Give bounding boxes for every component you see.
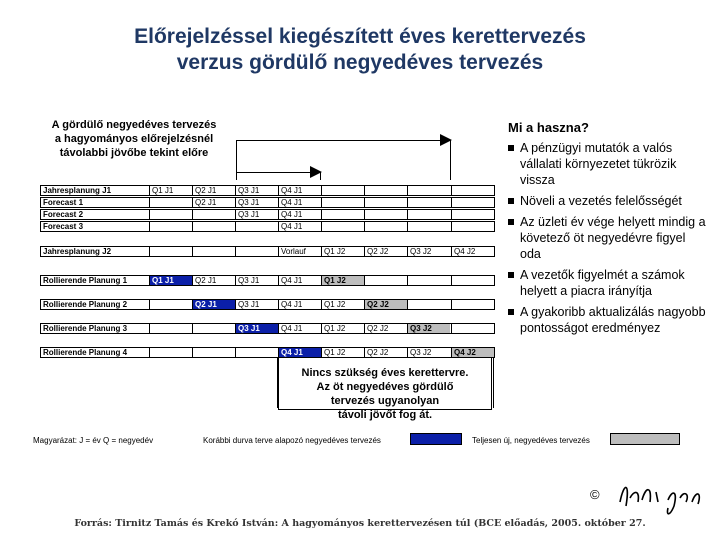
- benefit-item: [508, 214, 708, 262]
- plan-cell: Q3 J1: [235, 198, 278, 207]
- plan-cell: Q1 J2: [321, 348, 364, 357]
- plan-row-label: Forecast 3: [43, 222, 84, 231]
- plan-cell: Q4 J1: [278, 186, 321, 195]
- legend-gray-swatch: [610, 433, 680, 445]
- plan-row: [40, 246, 495, 257]
- plan-cell: Q1 J1: [149, 276, 192, 285]
- plan-row: [40, 323, 495, 334]
- plan-row-label: Jahresplanung J2: [43, 247, 112, 256]
- intro-text: [34, 118, 234, 160]
- plan-cell: Q4 J1: [278, 198, 321, 207]
- plan-row-label: Forecast 1: [43, 198, 84, 207]
- plan-cell: [192, 348, 235, 357]
- plan-cell: [321, 198, 364, 207]
- plan-cell: Q2 J2: [364, 300, 407, 309]
- intro-line: távolabbi jövőbe tekint előre: [59, 147, 209, 159]
- arrow-short: [236, 172, 320, 173]
- plan-row-label: Rollierende Planung 2: [43, 300, 128, 309]
- plan-row-label: Rollierende Planung 4: [43, 348, 128, 357]
- bullet-icon: [508, 272, 514, 278]
- plan-cell: [235, 348, 278, 357]
- bullet-icon: [508, 309, 514, 315]
- note-line: tervezés ugyanolyan: [330, 395, 440, 407]
- plan-cell: Q4 J1: [278, 210, 321, 219]
- source-citation: Forrás: Tirnitz Tamás és Krekó István: A hagyományos kerettervezésen túl (BCE előadás, 2005. október 27.: [74, 518, 646, 529]
- plan-cell: [149, 222, 192, 231]
- plan-cell: Q1 J1: [149, 186, 192, 195]
- plan-cell: [321, 222, 364, 231]
- plan-cell: Q2 J2: [364, 348, 407, 357]
- plan-cell: Q2 J1: [192, 300, 235, 309]
- benefit-item: [508, 140, 708, 188]
- plan-cell: [451, 276, 494, 285]
- plan-row: [40, 347, 495, 358]
- benefit-item: [508, 267, 708, 299]
- plan-cell: [364, 276, 407, 285]
- plan-cell: Q3 J1: [235, 324, 278, 333]
- plan-row: [40, 197, 495, 208]
- vline-mid: [320, 172, 321, 180]
- plan-cell: [192, 222, 235, 231]
- intro-line: a hagyományos előrejelzésnél: [54, 133, 214, 145]
- benefit-item: [508, 193, 708, 209]
- plan-row-label: Rollierende Planung 3: [43, 324, 128, 333]
- note-line: távoli jövőt fog át.: [337, 409, 433, 421]
- plan-cell: Q2 J1: [192, 276, 235, 285]
- plan-cell: [321, 210, 364, 219]
- plan-cell: Q1 J2: [321, 300, 364, 309]
- plan-cell: [321, 186, 364, 195]
- plan-cell: [451, 222, 494, 231]
- bullet-icon: [508, 145, 514, 151]
- plan-cell: Q2 J1: [192, 198, 235, 207]
- plan-row-label: Jahresplanung J1: [43, 186, 112, 195]
- note-box: [278, 358, 492, 421]
- benefit-text: A gyakoribb aktualizálás nagyobb pontosságot eredményez: [520, 305, 706, 335]
- plan-row-label: Rollierende Planung 1: [43, 276, 128, 285]
- benefits-list: [508, 140, 708, 341]
- plan-cell: [451, 210, 494, 219]
- plan-cell: Q2 J2: [364, 324, 407, 333]
- page-title-line-2: verzus gördülő negyedéves tervezés: [176, 51, 544, 74]
- legend-blue-label: Korábbi durva terve alapozó negyedéves tervezés: [203, 436, 381, 445]
- plan-cell: Q3 J1: [235, 210, 278, 219]
- plan-cell: [407, 186, 450, 195]
- plan-cell: Vorlauf: [278, 247, 321, 256]
- benefit-text: A pénzügyi mutatók a valós vállalati környezetet tükrözik vissza: [520, 141, 677, 187]
- plan-cell: [235, 247, 278, 256]
- plan-cell: [451, 324, 494, 333]
- vline-right: [450, 140, 451, 180]
- plan-cell: [192, 210, 235, 219]
- plan-cell: [407, 222, 450, 231]
- plan-cell: [235, 222, 278, 231]
- page-title-line-1: Előrejelzéssel kiegészített éves kerettervezés: [134, 25, 586, 48]
- plan-cell: Q4 J1: [278, 300, 321, 309]
- plan-cell: Q2 J2: [364, 247, 407, 256]
- plan-cell: [149, 324, 192, 333]
- plan-row: [40, 185, 495, 196]
- arrow-long: [236, 140, 450, 141]
- plan-cell: Q4 J2: [451, 247, 494, 256]
- legend-blue-swatch: [410, 433, 462, 445]
- plan-cell: [451, 300, 494, 309]
- legend-abbrev: Magyarázat: J = év Q = negyedév: [33, 436, 154, 445]
- bullet-icon: [508, 198, 514, 204]
- vline-left: [236, 140, 237, 180]
- plan-cell: [407, 210, 450, 219]
- plan-cell: Q3 J2: [407, 348, 450, 357]
- plan-cell: [192, 324, 235, 333]
- note-line: Az öt negyedéves gördülő: [316, 381, 454, 393]
- legend-gray-label: Teljesen új, negyedéves tervezés: [472, 436, 590, 445]
- plan-row: [40, 209, 495, 220]
- plan-cell: [451, 186, 494, 195]
- plan-cell: Q4 J1: [278, 348, 321, 357]
- plan-cell: [407, 276, 450, 285]
- benefit-text: Növeli a vezetés felelősségét: [520, 194, 682, 208]
- benefit-text: Az üzleti év vége helyett mindig a követező öt negyedévre figyel oda: [520, 215, 706, 261]
- plan-cell: [149, 210, 192, 219]
- plan-cell: Q4 J2: [451, 348, 494, 357]
- plan-cell: Q4 J1: [278, 222, 321, 231]
- bullet-icon: [508, 219, 514, 225]
- plan-cell: [407, 198, 450, 207]
- plan-cell: [149, 300, 192, 309]
- plan-cell: [149, 247, 192, 256]
- plan-cell: Q3 J1: [235, 276, 278, 285]
- plan-cell: [364, 186, 407, 195]
- plan-cell: Q3 J2: [407, 324, 450, 333]
- plan-cell: Q1 J2: [321, 247, 364, 256]
- plan-row: [40, 299, 495, 310]
- plan-row: [40, 221, 495, 232]
- plan-cell: [364, 210, 407, 219]
- plan-cell: [364, 198, 407, 207]
- plan-cell: Q2 J1: [192, 186, 235, 195]
- benefit-item: [508, 304, 708, 336]
- signature-icon: [612, 472, 712, 520]
- plan-cell: [364, 222, 407, 231]
- plan-cell: [407, 300, 450, 309]
- plan-cell: [149, 198, 192, 207]
- copyright-icon: ©: [590, 487, 600, 502]
- intro-line: A gördülő negyedéves tervezés: [51, 119, 217, 131]
- plan-cell: Q1 J2: [321, 324, 364, 333]
- plan-cell: [192, 247, 235, 256]
- benefit-text: A vezetők figyelmét a számok helyett a piacra irányítja: [520, 268, 685, 298]
- note-line: Nincs szükség éves kerettervre.: [301, 367, 469, 379]
- plan-row-label: Forecast 2: [43, 210, 84, 219]
- plan-cell: Q3 J1: [235, 186, 278, 195]
- plan-cell: [451, 198, 494, 207]
- plan-cell: Q3 J1: [235, 300, 278, 309]
- plan-row: [40, 275, 495, 286]
- benefits-title: Mi a haszna?: [508, 120, 589, 135]
- plan-cell: Q4 J1: [278, 276, 321, 285]
- plan-cell: Q3 J2: [407, 247, 450, 256]
- plan-cell: Q4 J1: [278, 324, 321, 333]
- plan-cell: Q1 J2: [321, 276, 364, 285]
- plan-cell: [149, 348, 192, 357]
